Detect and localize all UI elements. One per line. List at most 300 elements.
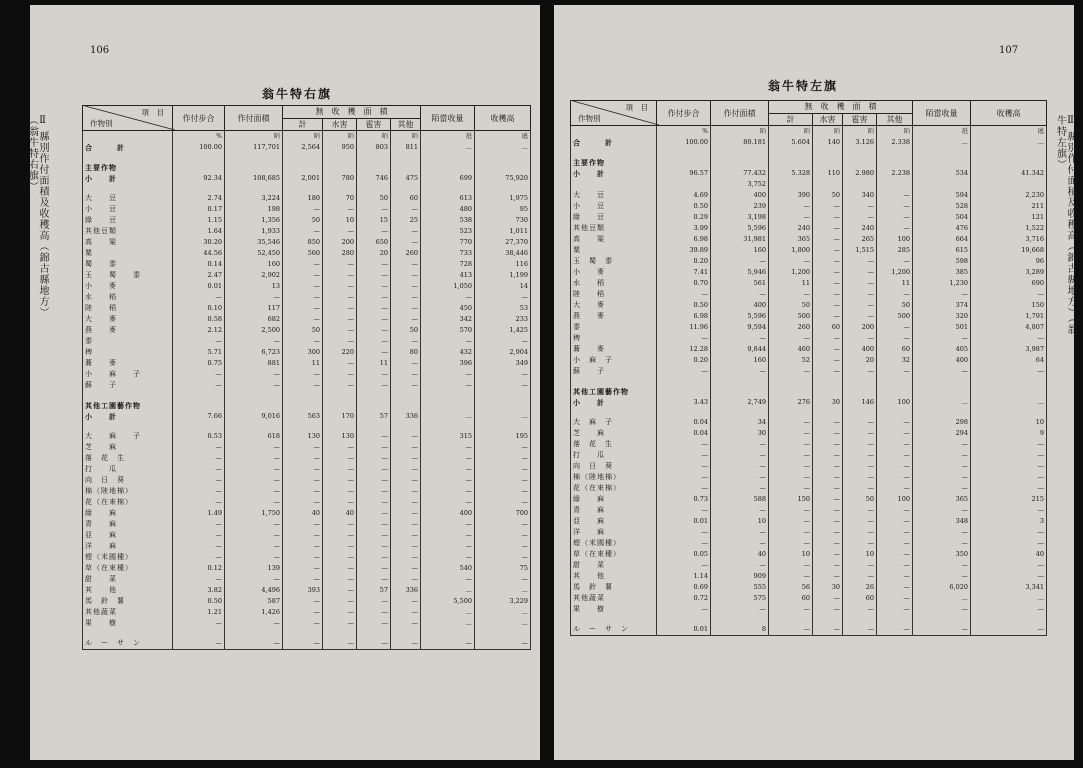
value-cell: — [391, 237, 421, 248]
value-cell: 1.15 [173, 215, 225, 226]
crop-name: ル ー サ ン [83, 638, 173, 650]
value-cell: 1,791 [971, 311, 1047, 322]
spacer-cell [769, 408, 813, 417]
value-cell: 1,425 [475, 325, 531, 336]
value-cell: 320 [913, 311, 971, 322]
table-row [571, 571, 1047, 582]
crop-name: 亞 麻 [83, 530, 173, 541]
value-cell: 475 [391, 173, 421, 184]
value-cell: — [421, 574, 475, 585]
value-cell: — [357, 453, 391, 464]
value-cell: — [877, 212, 913, 223]
crop-name: 其他工園藝作物 [83, 400, 173, 411]
table-row [571, 212, 1047, 223]
subtotal-header: 計 [769, 113, 813, 126]
value-cell [475, 162, 531, 173]
value-cell: — [357, 259, 391, 270]
value-cell: 432 [421, 347, 475, 358]
value-cell: 528 [913, 201, 971, 212]
value-cell: — [391, 358, 421, 369]
table-row [571, 278, 1047, 289]
value-cell [711, 157, 769, 168]
value-cell [971, 179, 1047, 190]
crop-name: 蕎 麥 [83, 358, 173, 369]
page-number: 107 [999, 45, 1019, 56]
value-cell: — [813, 571, 843, 582]
crop-name: 合 計 [571, 137, 657, 148]
value-cell: — [657, 333, 711, 344]
value-cell: — [357, 347, 391, 358]
value-cell: — [357, 618, 391, 629]
value-cell: — [323, 607, 357, 618]
spacer-cell [971, 615, 1047, 624]
value-cell: — [225, 453, 283, 464]
value-cell: — [323, 380, 357, 391]
value-cell: 108,685 [225, 173, 283, 184]
value-cell: — [843, 516, 877, 527]
value-cell: — [711, 333, 769, 344]
spacer-row [571, 408, 1047, 417]
unit-cell: 陌 [323, 131, 357, 143]
value-cell: — [843, 527, 877, 538]
spacer-cell [657, 377, 711, 386]
value-cell [173, 162, 225, 173]
value-cell: — [877, 461, 913, 472]
unit-cell: 陌 [843, 126, 877, 138]
table-row [571, 417, 1047, 428]
value-cell: — [391, 204, 421, 215]
value-cell: — [769, 472, 813, 483]
value-cell: — [769, 333, 813, 344]
value-cell: — [711, 604, 769, 615]
table-row [83, 347, 531, 358]
side-caption: Ⅱ 縣別作付面積及收穫高（錦古縣地方）（翁牛特左旗） [1054, 115, 1076, 336]
value-cell: 20 [357, 248, 391, 259]
value-cell: — [877, 527, 913, 538]
table-row [83, 497, 531, 508]
crop-name: 黍 [571, 322, 657, 333]
value-cell: 75 [475, 563, 531, 574]
value-cell: — [711, 505, 769, 516]
value-cell: — [323, 281, 357, 292]
value-cell: ... [421, 618, 475, 629]
value-cell: 40 [971, 549, 1047, 560]
value-cell: 100.00 [657, 137, 711, 148]
value-cell: — [225, 519, 283, 530]
unit-row [83, 131, 531, 143]
crop-name: 其他工園藝作物 [571, 386, 657, 397]
value-cell: 26 [843, 582, 877, 593]
value-cell: 0.73 [657, 494, 711, 505]
crop-table [82, 105, 531, 650]
spacer-cell [173, 391, 225, 400]
spacer-cell [571, 148, 657, 157]
value-cell: — [711, 472, 769, 483]
value-cell: 1,800 [769, 245, 813, 256]
spacer-cell [391, 391, 421, 400]
value-cell: — [657, 450, 711, 461]
value-cell [913, 179, 971, 190]
value-cell: — [843, 201, 877, 212]
value-cell: 30 [813, 397, 843, 408]
value-cell: 400 [913, 355, 971, 366]
unit-cell: 陌 [225, 131, 283, 143]
crop-name: 綠 麻 [83, 508, 173, 519]
value-cell: — [813, 300, 843, 311]
value-cell: — [843, 289, 877, 300]
value-cell: — [323, 475, 357, 486]
table-row [83, 173, 531, 184]
value-cell: — [421, 380, 475, 391]
crop-name: 粟 [571, 245, 657, 256]
crop-name: 小 麻 子 [83, 369, 173, 380]
crop-name: 綠 豆 [83, 215, 173, 226]
corner-cell [83, 106, 173, 131]
table-row [571, 366, 1047, 377]
table-row [571, 245, 1047, 256]
value-cell [877, 386, 913, 397]
table-row [571, 386, 1047, 397]
value-cell: — [657, 439, 711, 450]
crop-name: 小 計 [571, 397, 657, 408]
crop-label: 作物別 [578, 114, 601, 123]
value-cell: 5.604 [769, 137, 813, 148]
value-cell: — [283, 596, 323, 607]
yield-header: 陌當收量 [421, 106, 475, 131]
value-cell: 450 [421, 303, 475, 314]
value-cell: 1,426 [225, 607, 283, 618]
table-row [83, 369, 531, 380]
value-cell: 594 [913, 190, 971, 201]
crop-name: 水 稻 [571, 278, 657, 289]
value-cell: — [475, 541, 531, 552]
value-cell: 11.96 [657, 322, 711, 333]
value-cell: 50 [769, 300, 813, 311]
value-cell: — [225, 486, 283, 497]
value-cell: 2,500 [225, 325, 283, 336]
value-cell: 35,546 [225, 237, 283, 248]
value-cell: — [283, 442, 323, 453]
value-cell: — [283, 464, 323, 475]
value-cell: 11 [357, 358, 391, 369]
value-cell: 0.12 [173, 563, 225, 574]
value-cell: — [283, 453, 323, 464]
crop-name: 大 麻 子 [571, 417, 657, 428]
value-cell: 239 [711, 201, 769, 212]
table-row [83, 519, 531, 530]
value-cell: 615 [913, 245, 971, 256]
spacer-cell [225, 153, 283, 162]
value-cell: — [813, 461, 843, 472]
value-cell: — [769, 527, 813, 538]
value-cell: 19,668 [971, 245, 1047, 256]
value-cell: 2,230 [971, 190, 1047, 201]
table-row [571, 527, 1047, 538]
value-cell: — [391, 314, 421, 325]
value-cell: 2,902 [225, 270, 283, 281]
value-cell: — [421, 475, 475, 486]
value-cell: — [225, 497, 283, 508]
value-cell: ... [421, 142, 475, 153]
table-row [83, 596, 531, 607]
crop-name: 玉 蜀 黍 [83, 270, 173, 281]
table-row [83, 400, 531, 411]
spacer-cell [83, 629, 173, 638]
unit-cell: 瓩 [913, 126, 971, 138]
value-cell: — [769, 201, 813, 212]
value-cell: 5,596 [711, 223, 769, 234]
value-cell: — [711, 483, 769, 494]
yield-header: 陌當收量 [913, 101, 971, 126]
value-cell: — [357, 314, 391, 325]
value-cell: — [769, 516, 813, 527]
crop-name: 煙（米國種） [571, 538, 657, 549]
value-cell: 53 [475, 303, 531, 314]
value-cell: — [843, 212, 877, 223]
crop-name: 高 粱 [571, 234, 657, 245]
value-cell: — [813, 366, 843, 377]
value-cell: 2.12 [173, 325, 225, 336]
value-cell: — [843, 300, 877, 311]
value-cell: — [475, 453, 531, 464]
value-cell: — [357, 226, 391, 237]
value-cell: — [813, 417, 843, 428]
value-cell: — [913, 333, 971, 344]
value-cell: 170 [323, 411, 357, 422]
value-cell: 0.01 [657, 624, 711, 636]
crop-name: 馬 鈴 薯 [83, 596, 173, 607]
table-row [571, 516, 1047, 527]
table-row [571, 137, 1047, 148]
value-cell: 538 [421, 215, 475, 226]
value-cell: 57 [357, 411, 391, 422]
value-cell: — [283, 638, 323, 650]
crop-name: 蘇 子 [83, 380, 173, 391]
spacer-cell [83, 391, 173, 400]
value-cell: — [843, 439, 877, 450]
spacer-cell [913, 148, 971, 157]
crop-name: 馬 鈴 薯 [571, 582, 657, 593]
value-cell: 10 [843, 549, 877, 560]
crop-name: 落 花 生 [83, 453, 173, 464]
value-cell: — [813, 593, 843, 604]
spacer-row [571, 148, 1047, 157]
value-cell: — [357, 431, 391, 442]
value-cell: — [283, 486, 323, 497]
value-cell: 116 [475, 259, 531, 270]
value-cell: — [769, 289, 813, 300]
unit-cell: % [173, 131, 225, 143]
table-row [571, 604, 1047, 615]
crop-name: 大 豆 [571, 190, 657, 201]
value-cell: — [421, 453, 475, 464]
value-cell: 682 [225, 314, 283, 325]
value-cell: — [813, 333, 843, 344]
value-cell: — [421, 530, 475, 541]
value-cell: 40 [323, 508, 357, 519]
value-cell: — [283, 270, 323, 281]
value-cell: 0.04 [657, 417, 711, 428]
value-cell: 12.28 [657, 344, 711, 355]
value-cell: — [225, 464, 283, 475]
value-cell [391, 162, 421, 173]
table-row [571, 494, 1047, 505]
value-cell: — [225, 638, 283, 650]
value-cell: ... [421, 607, 475, 618]
crop-name: 棉（陸地棉） [571, 472, 657, 483]
value-cell: 700 [475, 508, 531, 519]
value-cell: — [357, 638, 391, 650]
value-cell: 6,723 [225, 347, 283, 358]
table-header [571, 101, 1047, 126]
value-cell: 64 [971, 355, 1047, 366]
value-cell: ... [475, 585, 531, 596]
crop-name: 花（在來棉） [83, 497, 173, 508]
spacer-cell [357, 184, 391, 193]
table-row [83, 618, 531, 629]
crop-name: 蜀 黍 [83, 259, 173, 270]
value-cell: — [769, 428, 813, 439]
value-cell: — [475, 497, 531, 508]
value-cell: 699 [421, 173, 475, 184]
value-cell: 613 [421, 193, 475, 204]
value-cell: — [323, 325, 357, 336]
value-cell: 27,370 [475, 237, 531, 248]
value-cell: 96 [971, 256, 1047, 267]
table-row [571, 300, 1047, 311]
value-cell: 7.41 [657, 267, 711, 278]
value-cell: — [475, 369, 531, 380]
spacer-cell [571, 377, 657, 386]
crop-name: 蕎 麥 [571, 344, 657, 355]
value-cell: — [283, 226, 323, 237]
value-cell: 0.01 [173, 281, 225, 292]
table-row [83, 237, 531, 248]
value-cell: — [225, 574, 283, 585]
header-row [571, 101, 1047, 114]
value-cell: 400 [421, 508, 475, 519]
value-cell: — [391, 607, 421, 618]
table-row [571, 157, 1047, 168]
table-row [571, 538, 1047, 549]
value-cell: — [391, 519, 421, 530]
value-cell: — [323, 303, 357, 314]
table-row [571, 593, 1047, 604]
value-cell: — [971, 505, 1047, 516]
value-cell: — [813, 428, 843, 439]
crop-name: 向 日 葵 [83, 475, 173, 486]
value-cell: — [421, 464, 475, 475]
spacer-cell [357, 153, 391, 162]
value-cell: — [323, 442, 357, 453]
value-cell: 480 [421, 204, 475, 215]
value-cell: — [813, 516, 843, 527]
value-cell: 2.338 [877, 137, 913, 148]
table-row [83, 193, 531, 204]
value-cell: — [225, 292, 283, 303]
value-cell: 77.432 [711, 168, 769, 179]
value-cell: 501 [913, 322, 971, 333]
spacer-cell [283, 153, 323, 162]
value-cell: 5,596 [711, 311, 769, 322]
value-cell: 400 [843, 344, 877, 355]
value-cell [357, 400, 391, 411]
table-row [571, 505, 1047, 516]
unit-cell: 陌 [357, 131, 391, 143]
value-cell: — [843, 505, 877, 516]
value-cell: 0.72 [657, 593, 711, 604]
value-cell: — [913, 604, 971, 615]
table-row [83, 431, 531, 442]
value-cell: — [391, 508, 421, 519]
value-cell: — [323, 574, 357, 585]
value-cell: — [391, 336, 421, 347]
value-cell: — [475, 519, 531, 530]
value-cell: — [971, 527, 1047, 538]
value-cell: — [283, 574, 323, 585]
value-cell: — [843, 538, 877, 549]
spacer-cell [323, 153, 357, 162]
value-cell: — [711, 289, 769, 300]
value-cell: — [391, 530, 421, 541]
value-cell: 460 [769, 344, 813, 355]
value-cell: — [813, 311, 843, 322]
value-cell: 850 [283, 237, 323, 248]
value-cell: 30.20 [173, 237, 225, 248]
value-cell: — [877, 516, 913, 527]
value-cell [843, 386, 877, 397]
value-cell: — [475, 380, 531, 391]
value-cell: 3.126 [843, 137, 877, 148]
value-cell: 803 [357, 142, 391, 153]
value-cell: — [173, 442, 225, 453]
value-cell: — [913, 527, 971, 538]
value-cell: — [971, 450, 1047, 461]
value-cell: — [421, 369, 475, 380]
value-cell: — [323, 464, 357, 475]
value-cell [283, 162, 323, 173]
value-cell: — [913, 560, 971, 571]
value-cell: — [843, 366, 877, 377]
value-cell: 336 [391, 585, 421, 596]
value-cell: — [877, 289, 913, 300]
value-cell: — [173, 638, 225, 650]
value-cell: — [323, 563, 357, 574]
value-cell: — [357, 281, 391, 292]
value-cell: 315 [421, 431, 475, 442]
value-cell: — [173, 475, 225, 486]
value-cell: — [357, 552, 391, 563]
unit-cell [571, 126, 657, 138]
value-cell: 70 [323, 193, 357, 204]
value-cell: — [391, 497, 421, 508]
other-header: 其他 [877, 113, 913, 126]
value-cell: 6.98 [657, 311, 711, 322]
value-cell [173, 400, 225, 411]
value-cell: — [283, 563, 323, 574]
crop-name: 主要作物 [571, 157, 657, 168]
value-cell: 7.66 [173, 411, 225, 422]
value-cell: 374 [913, 300, 971, 311]
value-cell: ... [913, 593, 971, 604]
value-cell: — [225, 336, 283, 347]
spacer-cell [391, 184, 421, 193]
value-cell: 0.14 [173, 259, 225, 270]
table-row [83, 270, 531, 281]
spacer-row [83, 391, 531, 400]
value-cell: 60 [391, 193, 421, 204]
spacer-cell [283, 629, 323, 638]
